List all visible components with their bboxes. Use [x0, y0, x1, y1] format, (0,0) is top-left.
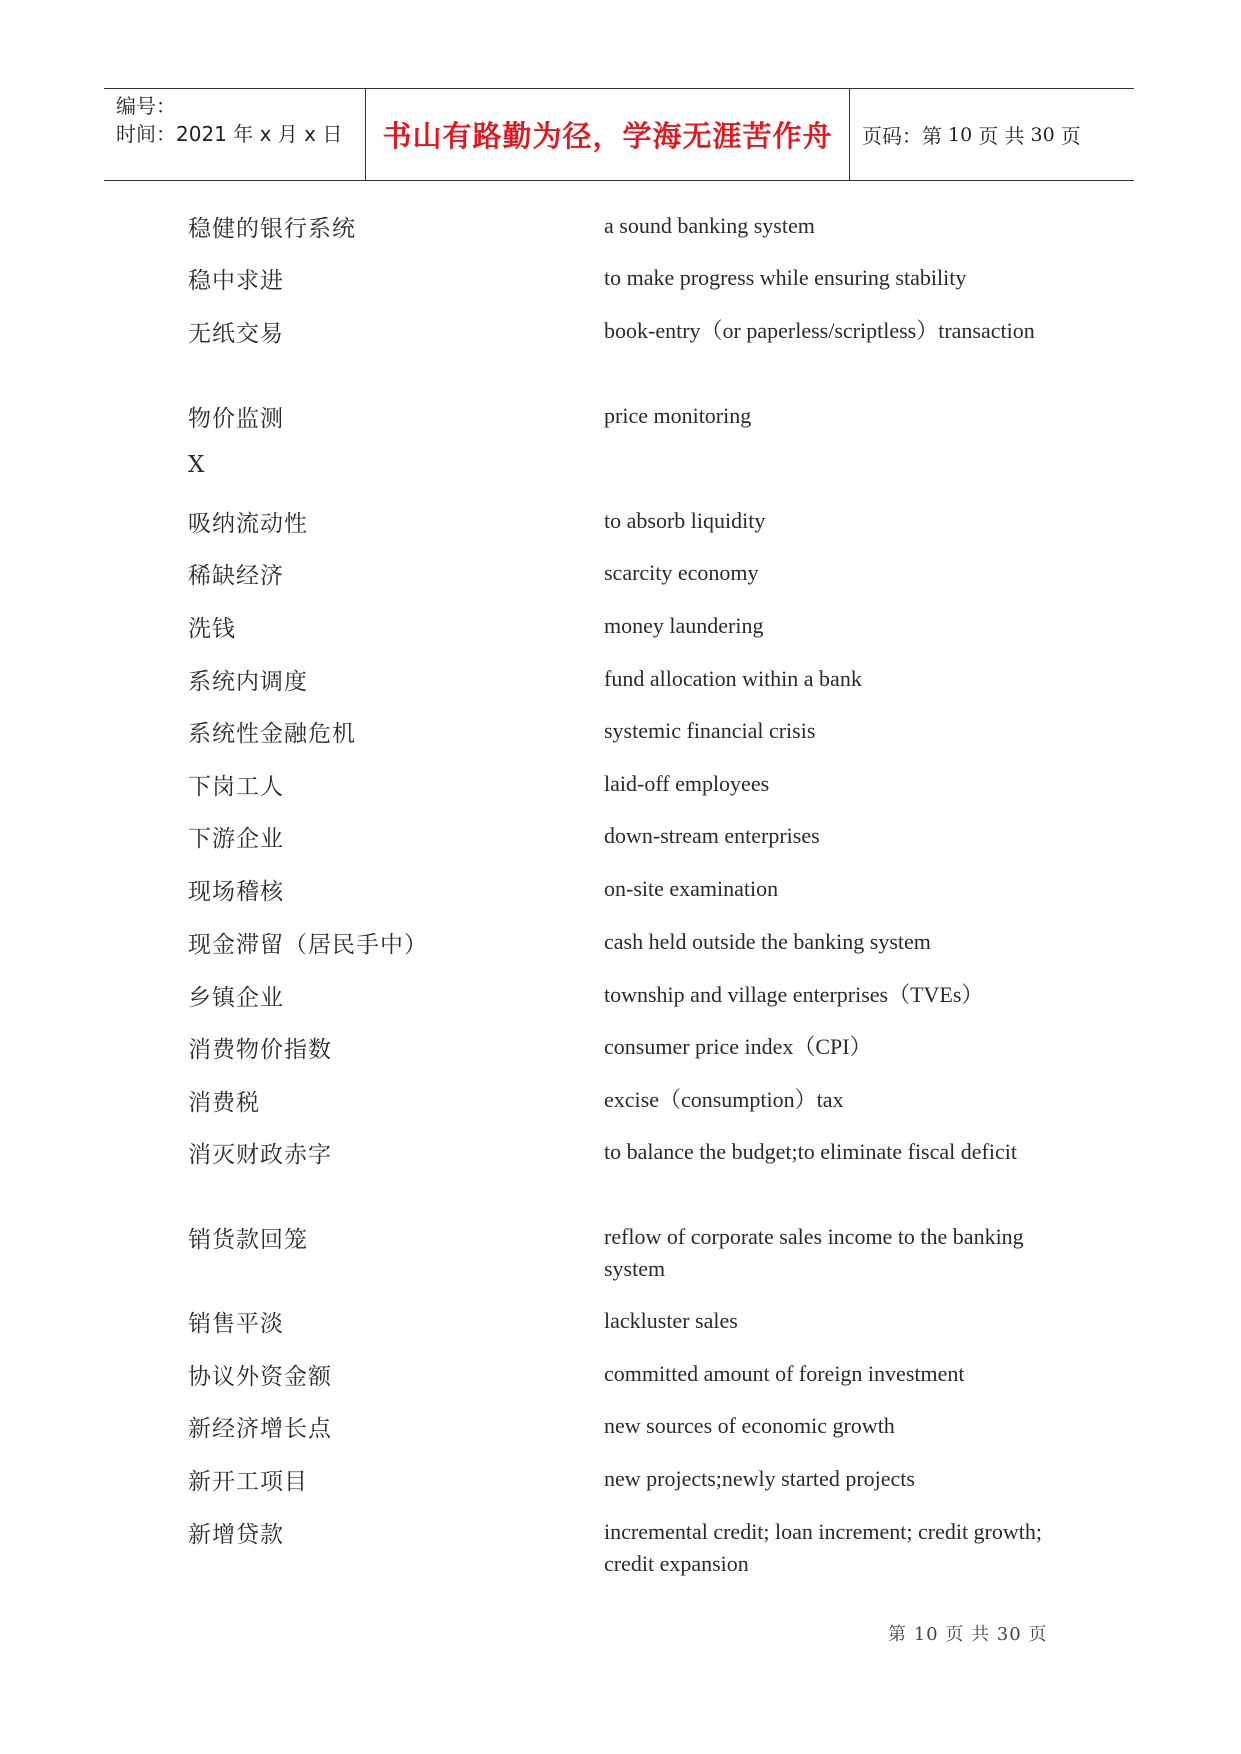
term-chinese: X	[188, 452, 206, 478]
page-footer: 第 10 页 共 30 页	[888, 1624, 1048, 1645]
term-english: on-site examination	[604, 876, 779, 901]
term-chinese: 现金滞留（居民手中）	[188, 932, 428, 958]
term-chinese: 下岗工人	[188, 774, 284, 800]
term-chinese: 消费物价指数	[188, 1037, 332, 1063]
term-english: scarcity economy	[604, 560, 759, 585]
term-english: price monitoring	[604, 403, 752, 428]
page-label-pre: 页码：第	[862, 124, 942, 148]
page-label-post: 页	[1060, 124, 1081, 148]
term-english: new sources of economic growth	[604, 1413, 895, 1438]
term-chinese: 新开工项目	[188, 1469, 308, 1495]
term-english: laid-off employees	[604, 771, 770, 796]
term-english: to absorb liquidity	[604, 508, 766, 533]
term-chinese: 系统性金融危机	[188, 721, 356, 747]
term-chinese: 新经济增长点	[188, 1416, 332, 1442]
term-chinese: 洗钱	[188, 616, 236, 642]
term-chinese: 稀缺经济	[188, 563, 284, 589]
term-english: systemic financial crisis	[604, 718, 816, 743]
term-english: money laundering	[604, 613, 764, 638]
document-time-label: 时间：2021 年 x 月 x 日	[116, 122, 343, 146]
header-motto: 书山有路勤为径，学海无涯苦作舟	[366, 89, 850, 180]
term-english: new projects;newly started projects	[604, 1466, 915, 1491]
term-chinese: 系统内调度	[188, 669, 308, 695]
term-english: book-entry（or paperless/scriptless）transaction	[604, 318, 1035, 343]
term-chinese: 现场稽核	[188, 879, 284, 905]
page-current: 10	[948, 123, 973, 146]
document-id-label: 编号：	[116, 94, 176, 118]
term-english: lackluster sales	[604, 1308, 738, 1333]
term-english: to make progress while ensuring stability	[604, 265, 967, 290]
term-chinese: 消灭财政赤字	[188, 1142, 332, 1168]
term-chinese: 物价监测	[188, 406, 284, 432]
term-english: a sound banking system	[604, 213, 815, 238]
term-english: down-stream enterprises	[604, 823, 820, 848]
term-chinese: 新增贷款	[188, 1522, 284, 1548]
term-chinese: 吸纳流动性	[188, 511, 308, 537]
page-label-mid: 页 共	[978, 124, 1025, 148]
term-english: fund allocation within a bank	[604, 666, 862, 691]
page-total: 30	[1030, 123, 1055, 146]
term-english: consumer price index（CPI）	[604, 1034, 872, 1059]
term-english: to balance the budget;to eliminate fiscal deficit	[604, 1139, 1017, 1164]
term-chinese: 下游企业	[188, 826, 284, 852]
term-english: incremental credit; loan increment; credit growth; credit expansion	[604, 1519, 1042, 1576]
term-english: reflow of corporate sales income to the banking system	[604, 1224, 1024, 1281]
term-english: cash held outside the banking system	[604, 929, 931, 954]
term-chinese: 稳健的银行系统	[188, 216, 356, 242]
term-chinese: 消费税	[188, 1090, 260, 1116]
term-english: excise（consumption）tax	[604, 1087, 844, 1112]
term-chinese: 无纸交易	[188, 321, 284, 347]
term-chinese: 协议外资金额	[188, 1364, 332, 1390]
term-english: committed amount of foreign investment	[604, 1361, 965, 1386]
term-chinese: 乡镇企业	[188, 985, 284, 1011]
term-english: township and village enterprises（TVEs）	[604, 982, 984, 1007]
term-chinese: 销货款回笼	[188, 1227, 308, 1253]
term-chinese: 稳中求进	[188, 268, 284, 294]
term-chinese: 销售平淡	[188, 1311, 284, 1337]
